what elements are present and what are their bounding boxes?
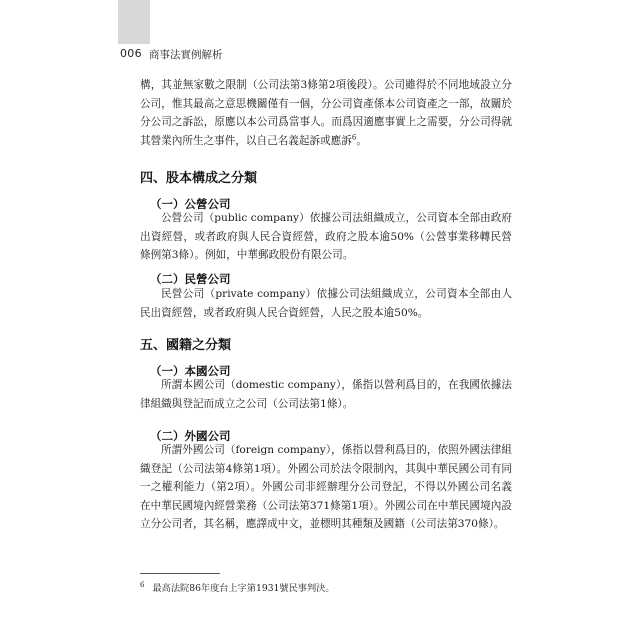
footnote-reference: 6 <box>351 132 357 141</box>
footnote <box>140 580 335 594</box>
paragraph-branch-office <box>140 76 512 150</box>
subheading-public-company: （一）公營公司 <box>150 197 231 211</box>
footnote-divider <box>140 573 220 574</box>
running-header-title: 商事法實例解析 <box>149 49 223 61</box>
page-number: 006 <box>120 47 142 60</box>
section-heading-capital: 四、股本構成之分類 <box>140 171 258 186</box>
paragraph-domestic-company: 所謂本國公司（domestic company），係指以營利爲目的，在我國依據法律組織與登記而成立之公司（公司法第1條）。 <box>140 379 512 410</box>
section-heading-nationality: 五、國籍之分類 <box>140 338 232 353</box>
paragraph-foreign-company: 所謂外國公司（foreign company），係指以營利爲目的，依照外國法律組織登記（公司法第4條第1項）。外國公司於法令限制內，其與中華民國公司有同一之權利能力（第2項）。外國公司非經辦理分公司登記，不得以外國公司名義在中華民國境內經營業務（公司法第371條第1項）。外國公司在中華民國境內設立分公司者，其名稱，應譯成中文，並標明其種類及國籍（公司法第370條）。 <box>140 444 512 530</box>
header-tab-marker <box>118 0 150 44</box>
subheading-foreign-company: （二）外國公司 <box>150 429 231 443</box>
paragraph-private-company: 民營公司（private company）依據公司法組織成立，公司資本全部由人民出資經營，或者政府與人民合資經營，人民之股本逾50%。 <box>140 288 512 319</box>
paragraph-text: 構，其並無家數之限制（公司法第3條第2項後段）。公司雖得於不同地域設立分公司，惟其最高之意思機關僅有一個，分公司資產係本公司資產之一部，故關於分公司之訴訟，原應以本公司爲當事人。而爲因適應事實上之需要，分公司得就其營業內所生之事件，以自己名義起訴或應訴 <box>140 79 512 147</box>
footnote-text: 最高法院86年度台上字第1931號民事判決。 <box>152 583 335 594</box>
paragraph-text-end: 。 <box>356 134 367 147</box>
subheading-domestic-company: （一）本國公司 <box>150 364 231 378</box>
subheading-private-company: （二）民營公司 <box>150 272 231 286</box>
footnote-number: 6 <box>140 580 145 589</box>
paragraph-public-company: 公營公司（public company）依據公司法組織成立，公司資本全部由政府出資經營，或者政府與人民合資經營，政府之股本逾50%（公營事業移轉民營條例第3條）。例如，中華郵政股份有限公司。 <box>140 212 512 261</box>
